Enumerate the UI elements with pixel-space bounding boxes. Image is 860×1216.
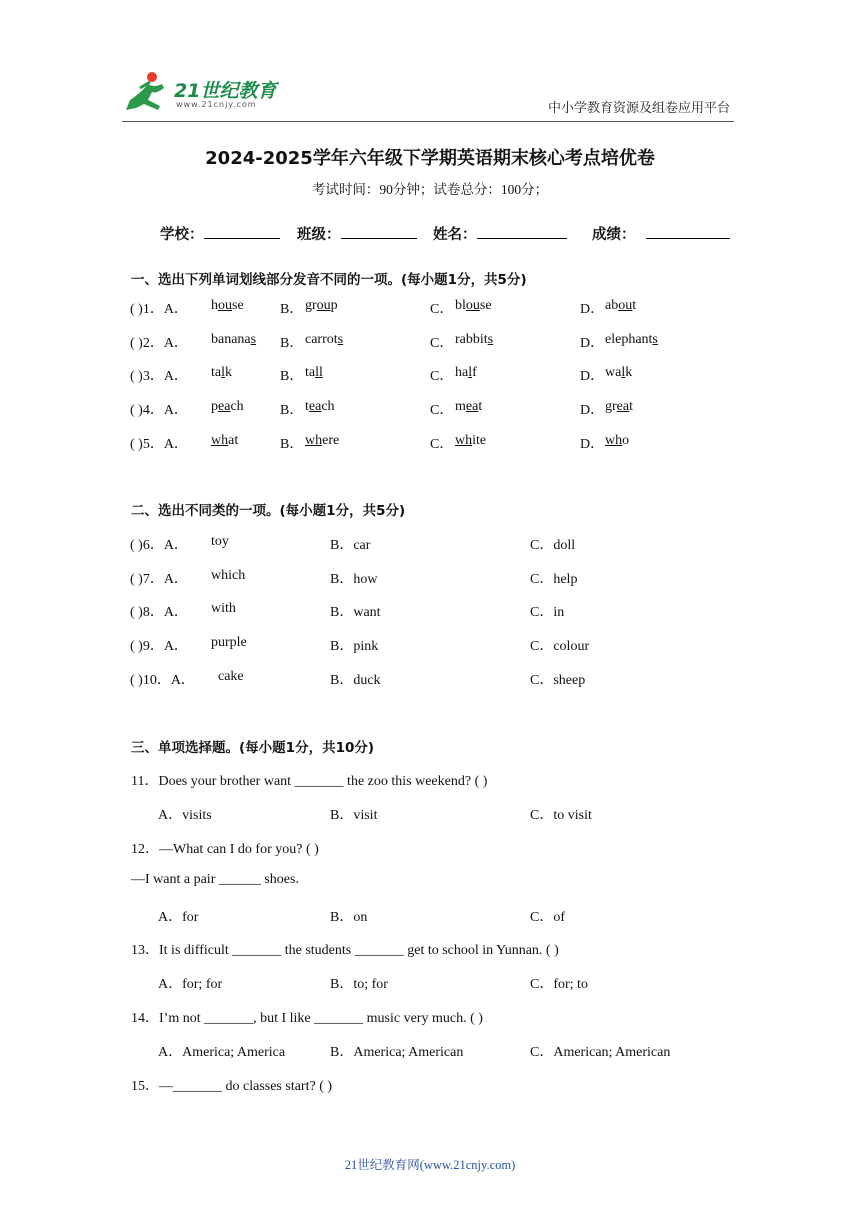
underlined-part: wh xyxy=(211,433,229,448)
q2-option-c[interactable]: rabbits xyxy=(455,332,494,347)
q13-option-a[interactable]: A．for; for xyxy=(158,977,223,992)
q2-option-b[interactable]: carrots xyxy=(305,332,344,347)
q10-option-a[interactable]: cake xyxy=(218,669,244,684)
section3-title: 三、单项选择题。(每小题1分，共10分) xyxy=(131,740,375,756)
q5-label-b: B． xyxy=(280,437,304,452)
q4-option-d[interactable]: great xyxy=(605,399,633,414)
q12-stem2: —I want a pair ______ shoes. xyxy=(131,872,299,887)
q13-option-c[interactable]: C．for; to xyxy=(530,977,588,992)
underlined-part: wh xyxy=(305,433,323,448)
q8-option-b[interactable]: B．want xyxy=(330,605,381,620)
q7-option-b[interactable]: B．how xyxy=(330,572,378,587)
underlined-part: ea xyxy=(465,399,479,414)
q3-option-a[interactable]: talk xyxy=(211,365,232,380)
q11-stem: 11．Does your brother want _______ the zoo this weekend? ( ) xyxy=(131,774,488,789)
q6-number: ( )6．A． xyxy=(130,538,188,553)
logo-url: www.21cnjy.com xyxy=(176,100,257,109)
q9-option-b[interactable]: B．pink xyxy=(330,639,379,654)
q3-label-d: D． xyxy=(580,369,605,384)
q12-option-a[interactable]: A．for xyxy=(158,910,199,925)
underlined-part: ea xyxy=(308,399,322,414)
q11-option-b[interactable]: B．visit xyxy=(330,808,378,823)
section2-title: 二、选出不同类的一项。(每小题1分，共5分) xyxy=(131,503,406,519)
score-field xyxy=(592,223,730,244)
underlined-part: ea xyxy=(218,399,231,414)
q6-option-b[interactable]: B．car xyxy=(330,538,371,553)
q3-option-c[interactable]: half xyxy=(455,365,477,380)
q5-label-d: D． xyxy=(580,437,605,452)
q3-number: ( )3．A． xyxy=(130,369,188,384)
logo xyxy=(122,70,292,116)
q10-option-b[interactable]: B．duck xyxy=(330,673,381,688)
underlined-part: l xyxy=(621,365,626,380)
q9-option-a[interactable]: purple xyxy=(211,635,247,650)
score-blank[interactable] xyxy=(646,224,730,239)
q1-label-b: B． xyxy=(280,302,304,317)
q10-number: ( )10．A． xyxy=(130,673,195,688)
q13-option-b[interactable]: B．to; for xyxy=(330,977,388,992)
q3-option-b[interactable]: tall xyxy=(305,365,323,380)
underlined-part: ll xyxy=(315,365,323,380)
name-blank[interactable] xyxy=(477,224,567,239)
q3-option-d[interactable]: walk xyxy=(605,365,633,380)
q11-option-c[interactable]: C．to visit xyxy=(530,808,592,823)
q5-option-c[interactable]: white xyxy=(455,433,487,448)
q8-option-c[interactable]: C．in xyxy=(530,605,565,620)
q7-option-c[interactable]: C．help xyxy=(530,572,578,587)
q4-option-a[interactable]: peach xyxy=(211,399,244,414)
q4-label-b: B． xyxy=(280,403,304,418)
q1-option-a[interactable]: house xyxy=(211,298,244,313)
q2-option-d[interactable]: elephants xyxy=(605,332,658,347)
header-divider xyxy=(122,121,734,122)
q9-option-c[interactable]: C．colour xyxy=(530,639,590,654)
q14-stem: 14．I’m not _______, but I like _______ music very much. ( ) xyxy=(131,1011,483,1026)
q14-option-a[interactable]: A．America; America xyxy=(158,1045,286,1060)
q11-option-a[interactable]: A．visits xyxy=(158,808,212,823)
underlined-part: ea xyxy=(616,399,630,414)
q2-option-a[interactable]: bananas xyxy=(211,332,257,347)
q3-label-c: C． xyxy=(430,369,454,384)
q10-option-c[interactable]: C．sheep xyxy=(530,673,586,688)
platform-name: 中小学教育资源及组卷应用平台 xyxy=(547,100,730,115)
q5-option-b[interactable]: where xyxy=(305,433,340,448)
q6-option-a[interactable]: toy xyxy=(211,534,229,549)
school-field xyxy=(160,223,280,244)
q5-option-a[interactable]: what xyxy=(211,433,239,448)
q4-label-c: C． xyxy=(430,403,454,418)
q12-stem: 12．—What can I do for you? ( ) xyxy=(131,842,319,857)
underlined-part: s xyxy=(337,332,344,347)
footer-link[interactable]: 21世纪教育网(www.21cnjy.com) xyxy=(344,1158,516,1172)
underlined-part: wh xyxy=(605,433,623,448)
q1-option-b[interactable]: group xyxy=(305,298,338,313)
school-label: 学校： xyxy=(160,227,204,243)
exam-subtitle: 考试时间：90分钟；试卷总分：100分； xyxy=(311,182,549,197)
q5-number: ( )5．A． xyxy=(130,437,188,452)
q2-label-d: D． xyxy=(580,336,605,351)
q12-option-b[interactable]: B．on xyxy=(330,910,368,925)
underlined-part: s xyxy=(487,332,494,347)
q1-label-d: D． xyxy=(580,302,605,317)
q1-number: ( )1．A． xyxy=(130,302,188,317)
underlined-part: ou xyxy=(218,298,232,313)
q4-option-c[interactable]: meat xyxy=(455,399,483,414)
q1-option-d[interactable]: about xyxy=(605,298,637,313)
section1-title: 一、选出下列单词划线部分发音不同的一项。(每小题1分，共5分) xyxy=(131,272,527,288)
underlined-part: s xyxy=(250,332,257,347)
class-label: 班级： xyxy=(297,227,341,243)
exam-title: 2024-2025学年六年级下学期英语期末核心考点培优卷 xyxy=(205,148,655,169)
q14-option-c[interactable]: C．American; American xyxy=(530,1045,671,1060)
q4-number: ( )4．A． xyxy=(130,403,188,418)
q6-option-c[interactable]: C．doll xyxy=(530,538,576,553)
underlined-part: ou xyxy=(316,298,331,313)
q13-stem: 13．It is difficult _______ the students _______ get to school in Yunnan. ( ) xyxy=(131,943,559,958)
q8-number: ( )8．A． xyxy=(130,605,188,620)
underlined-part: l xyxy=(221,365,225,380)
q2-number: ( )2．A． xyxy=(130,336,188,351)
logo-text: 21世纪教育 xyxy=(174,80,277,102)
q7-option-a[interactable]: which xyxy=(211,568,246,583)
underlined-part: s xyxy=(652,332,658,347)
q1-option-c[interactable]: blouse xyxy=(455,298,492,313)
underlined-part: l xyxy=(468,365,473,380)
underlined-part: wh xyxy=(455,433,473,448)
runner-logo-icon xyxy=(122,70,178,114)
name-field xyxy=(433,223,567,244)
q7-number: ( )7．A． xyxy=(130,572,188,587)
q2-label-c: C． xyxy=(430,336,454,351)
q3-label-b: B． xyxy=(280,369,304,384)
q5-option-d[interactable]: who xyxy=(605,433,630,448)
name-label: 姓名： xyxy=(433,227,477,243)
underlined-part: ou xyxy=(618,298,633,313)
underlined-part: ou xyxy=(465,298,480,313)
q4-label-d: D． xyxy=(580,403,605,418)
school-blank[interactable] xyxy=(204,224,280,239)
q2-label-b: B． xyxy=(280,336,304,351)
q9-number: ( )9．A． xyxy=(130,639,188,654)
q14-option-b[interactable]: B．America; American xyxy=(330,1045,464,1060)
q8-option-a[interactable]: with xyxy=(211,601,236,616)
score-label: 成绩： xyxy=(592,227,636,243)
class-blank[interactable] xyxy=(341,224,417,239)
q5-label-c: C． xyxy=(430,437,454,452)
q15-stem: 15．—_______ do classes start? ( ) xyxy=(131,1079,333,1094)
q1-label-c: C． xyxy=(430,302,454,317)
q4-option-b[interactable]: teach xyxy=(305,399,335,414)
q12-option-c[interactable]: C．of xyxy=(530,910,565,925)
class-field xyxy=(297,223,417,244)
